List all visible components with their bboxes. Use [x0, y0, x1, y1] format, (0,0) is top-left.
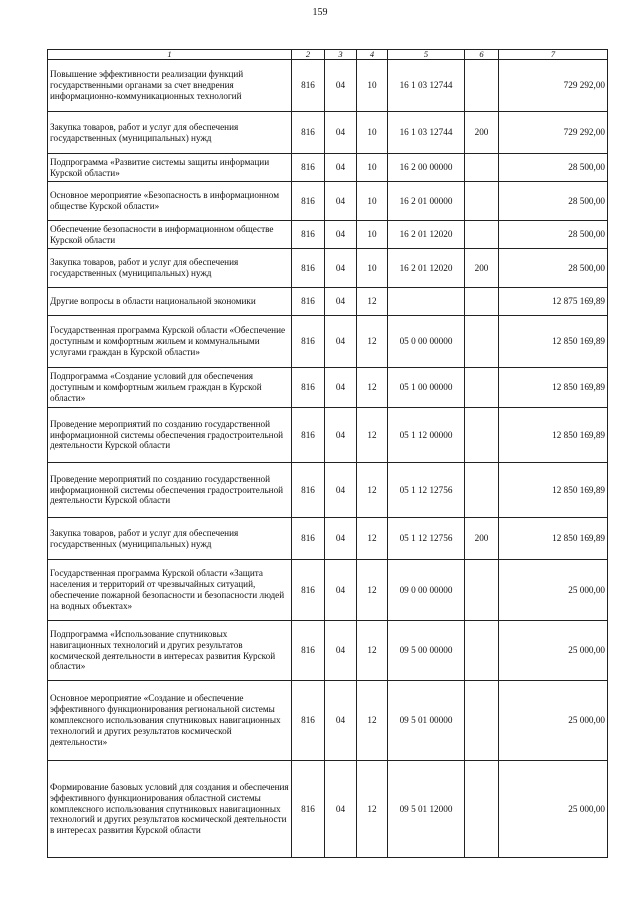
amount: 28 500,00 — [499, 182, 608, 221]
table-row — [48, 560, 608, 621]
ministry-code: 816 — [292, 518, 325, 560]
ministry-code: 816 — [292, 621, 325, 681]
amount: 12 875 169,89 — [499, 288, 608, 316]
amount: 729 292,00 — [499, 60, 608, 112]
budget-table — [47, 49, 608, 858]
expense-type-code — [465, 761, 499, 858]
section-code: 04 — [325, 154, 357, 182]
expense-type-code — [465, 288, 499, 316]
section-code: 04 — [325, 288, 357, 316]
row-name: Подпрограмма «Развитие системы защиты информации Курской области» — [48, 154, 292, 182]
target-code: 05 1 12 00000 — [388, 408, 465, 463]
amount: 25 000,00 — [499, 761, 608, 858]
subsection-code: 12 — [357, 368, 388, 408]
expense-type-code — [465, 681, 499, 761]
row-name: Обеспечение безопасности в информационном обществе Курской области — [48, 221, 292, 249]
table-row — [48, 288, 608, 316]
amount: 28 500,00 — [499, 249, 608, 288]
section-code: 04 — [325, 368, 357, 408]
row-name: Другие вопросы в области национальной экономики — [48, 288, 292, 316]
section-code: 04 — [325, 221, 357, 249]
expense-type-code — [465, 621, 499, 681]
amount: 28 500,00 — [499, 154, 608, 182]
row-name: Проведение мероприятий по созданию государственной информационной системы обеспечения градостроительной деятельности Курской области — [48, 408, 292, 463]
section-code: 04 — [325, 249, 357, 288]
ministry-code: 816 — [292, 316, 325, 368]
table-row — [48, 112, 608, 154]
subsection-code: 12 — [357, 463, 388, 518]
row-name: Государственная программа Курской области «Защита населения и территорий от чрезвычайных ситуаций, обеспечение пожарной безопасности и безопасности людей на водных объектах» — [48, 560, 292, 621]
expense-type-code — [465, 463, 499, 518]
subsection-code: 10 — [357, 154, 388, 182]
table-row — [48, 621, 608, 681]
amount: 25 000,00 — [499, 560, 608, 621]
subsection-code: 12 — [357, 288, 388, 316]
section-code: 04 — [325, 560, 357, 621]
expense-type-code — [465, 408, 499, 463]
target-code: 09 0 00 00000 — [388, 560, 465, 621]
ministry-code: 816 — [292, 681, 325, 761]
ministry-code: 816 — [292, 112, 325, 154]
section-code: 04 — [325, 182, 357, 221]
target-code: 16 1 03 12744 — [388, 112, 465, 154]
subsection-code: 12 — [357, 518, 388, 560]
table-row — [48, 408, 608, 463]
section-code: 04 — [325, 60, 357, 112]
ministry-code: 816 — [292, 368, 325, 408]
section-code: 04 — [325, 761, 357, 858]
row-name: Государственная программа Курской области «Обеспечение доступным и комфортным жильем и коммунальными услугами граждан в Курской области» — [48, 316, 292, 368]
section-code: 04 — [325, 112, 357, 154]
table-row — [48, 316, 608, 368]
table-row — [48, 368, 608, 408]
table-row — [48, 182, 608, 221]
target-code: 16 2 01 00000 — [388, 182, 465, 221]
target-code — [388, 288, 465, 316]
ministry-code: 816 — [292, 249, 325, 288]
subsection-code: 10 — [357, 60, 388, 112]
expense-type-code — [465, 182, 499, 221]
subsection-code: 12 — [357, 761, 388, 858]
table-row — [48, 463, 608, 518]
section-code: 04 — [325, 408, 357, 463]
ministry-code: 816 — [292, 408, 325, 463]
ministry-code: 816 — [292, 560, 325, 621]
row-name: Формирование базовых условий для создания и обеспечения эффективного функционирования областной системы комплексного использования спутниковых навигационных технологий и других результатов космической деятельности в интересах развития Курской области — [48, 761, 292, 858]
target-code: 05 1 00 00000 — [388, 368, 465, 408]
section-code: 04 — [325, 621, 357, 681]
ministry-code: 816 — [292, 761, 325, 858]
expense-type-code — [465, 154, 499, 182]
amount: 25 000,00 — [499, 681, 608, 761]
column-number: 5 — [388, 50, 465, 60]
target-code: 16 2 01 12020 — [388, 221, 465, 249]
subsection-code: 10 — [357, 249, 388, 288]
amount: 28 500,00 — [499, 221, 608, 249]
ministry-code: 816 — [292, 463, 325, 518]
expense-type-code — [465, 316, 499, 368]
subsection-code: 12 — [357, 560, 388, 621]
expense-type-code: 200 — [465, 518, 499, 560]
subsection-code: 12 — [357, 681, 388, 761]
row-name: Закупка товаров, работ и услуг для обеспечения государственных (муниципальных) нужд — [48, 112, 292, 154]
ministry-code: 816 — [292, 221, 325, 249]
row-name: Закупка товаров, работ и услуг для обеспечения государственных (муниципальных) нужд — [48, 518, 292, 560]
ministry-code: 816 — [292, 154, 325, 182]
target-code: 05 1 12 12756 — [388, 518, 465, 560]
section-code: 04 — [325, 681, 357, 761]
column-number: 2 — [292, 50, 325, 60]
table-row — [48, 518, 608, 560]
amount: 12 850 169,89 — [499, 316, 608, 368]
column-number-row — [48, 50, 608, 60]
row-name: Проведение мероприятий по созданию государственной информационной системы обеспечения градостроительной деятельности Курской области — [48, 463, 292, 518]
subsection-code: 10 — [357, 112, 388, 154]
subsection-code: 12 — [357, 621, 388, 681]
table-row — [48, 249, 608, 288]
expense-type-code — [465, 60, 499, 112]
target-code: 05 0 00 00000 — [388, 316, 465, 368]
target-code: 09 5 01 12000 — [388, 761, 465, 858]
table-row — [48, 761, 608, 858]
table-row — [48, 154, 608, 182]
section-code: 04 — [325, 316, 357, 368]
amount: 12 850 169,89 — [499, 408, 608, 463]
page-number: 159 — [312, 7, 328, 18]
subsection-code: 10 — [357, 221, 388, 249]
target-code: 16 1 03 12744 — [388, 60, 465, 112]
row-name: Подпрограмма «Создание условий для обеспечения доступным и комфортным жильем граждан в Курской области» — [48, 368, 292, 408]
subsection-code: 12 — [357, 408, 388, 463]
subsection-code: 12 — [357, 316, 388, 368]
amount: 12 850 169,89 — [499, 463, 608, 518]
row-name: Подпрограмма «Использование спутниковых навигационных технологий и других результатов космической деятельности в интересах развития Курской области» — [48, 621, 292, 681]
section-code: 04 — [325, 518, 357, 560]
row-name: Повышение эффективности реализации функций государственными органами за счет внедрения информационно-коммуникационных технологий — [48, 60, 292, 112]
amount: 729 292,00 — [499, 112, 608, 154]
target-code: 16 2 00 00000 — [388, 154, 465, 182]
row-name: Основное мероприятие «Безопасность в информационном обществе Курской области» — [48, 182, 292, 221]
ministry-code: 816 — [292, 60, 325, 112]
subsection-code: 10 — [357, 182, 388, 221]
target-code: 16 2 01 12020 — [388, 249, 465, 288]
expense-type-code — [465, 560, 499, 621]
amount: 25 000,00 — [499, 621, 608, 681]
expense-type-code — [465, 368, 499, 408]
target-code: 09 5 01 00000 — [388, 681, 465, 761]
row-name: Основное мероприятие «Создание и обеспечение эффективного функционирования региональной системы комплексного использования спутниковых навигационных технологий и других результатов космической деятельности» — [48, 681, 292, 761]
target-code: 09 5 00 00000 — [388, 621, 465, 681]
amount: 12 850 169,89 — [499, 368, 608, 408]
column-number: 3 — [325, 50, 357, 60]
table-row — [48, 60, 608, 112]
column-number: 6 — [465, 50, 499, 60]
column-number: 4 — [357, 50, 388, 60]
target-code: 05 1 12 12756 — [388, 463, 465, 518]
column-number: 1 — [48, 50, 292, 60]
table-row — [48, 221, 608, 249]
expense-type-code — [465, 221, 499, 249]
ministry-code: 816 — [292, 288, 325, 316]
expense-type-code: 200 — [465, 249, 499, 288]
column-number: 7 — [499, 50, 608, 60]
row-name: Закупка товаров, работ и услуг для обеспечения государственных (муниципальных) нужд — [48, 249, 292, 288]
ministry-code: 816 — [292, 182, 325, 221]
expense-type-code: 200 — [465, 112, 499, 154]
section-code: 04 — [325, 463, 357, 518]
amount: 12 850 169,89 — [499, 518, 608, 560]
table-row — [48, 681, 608, 761]
